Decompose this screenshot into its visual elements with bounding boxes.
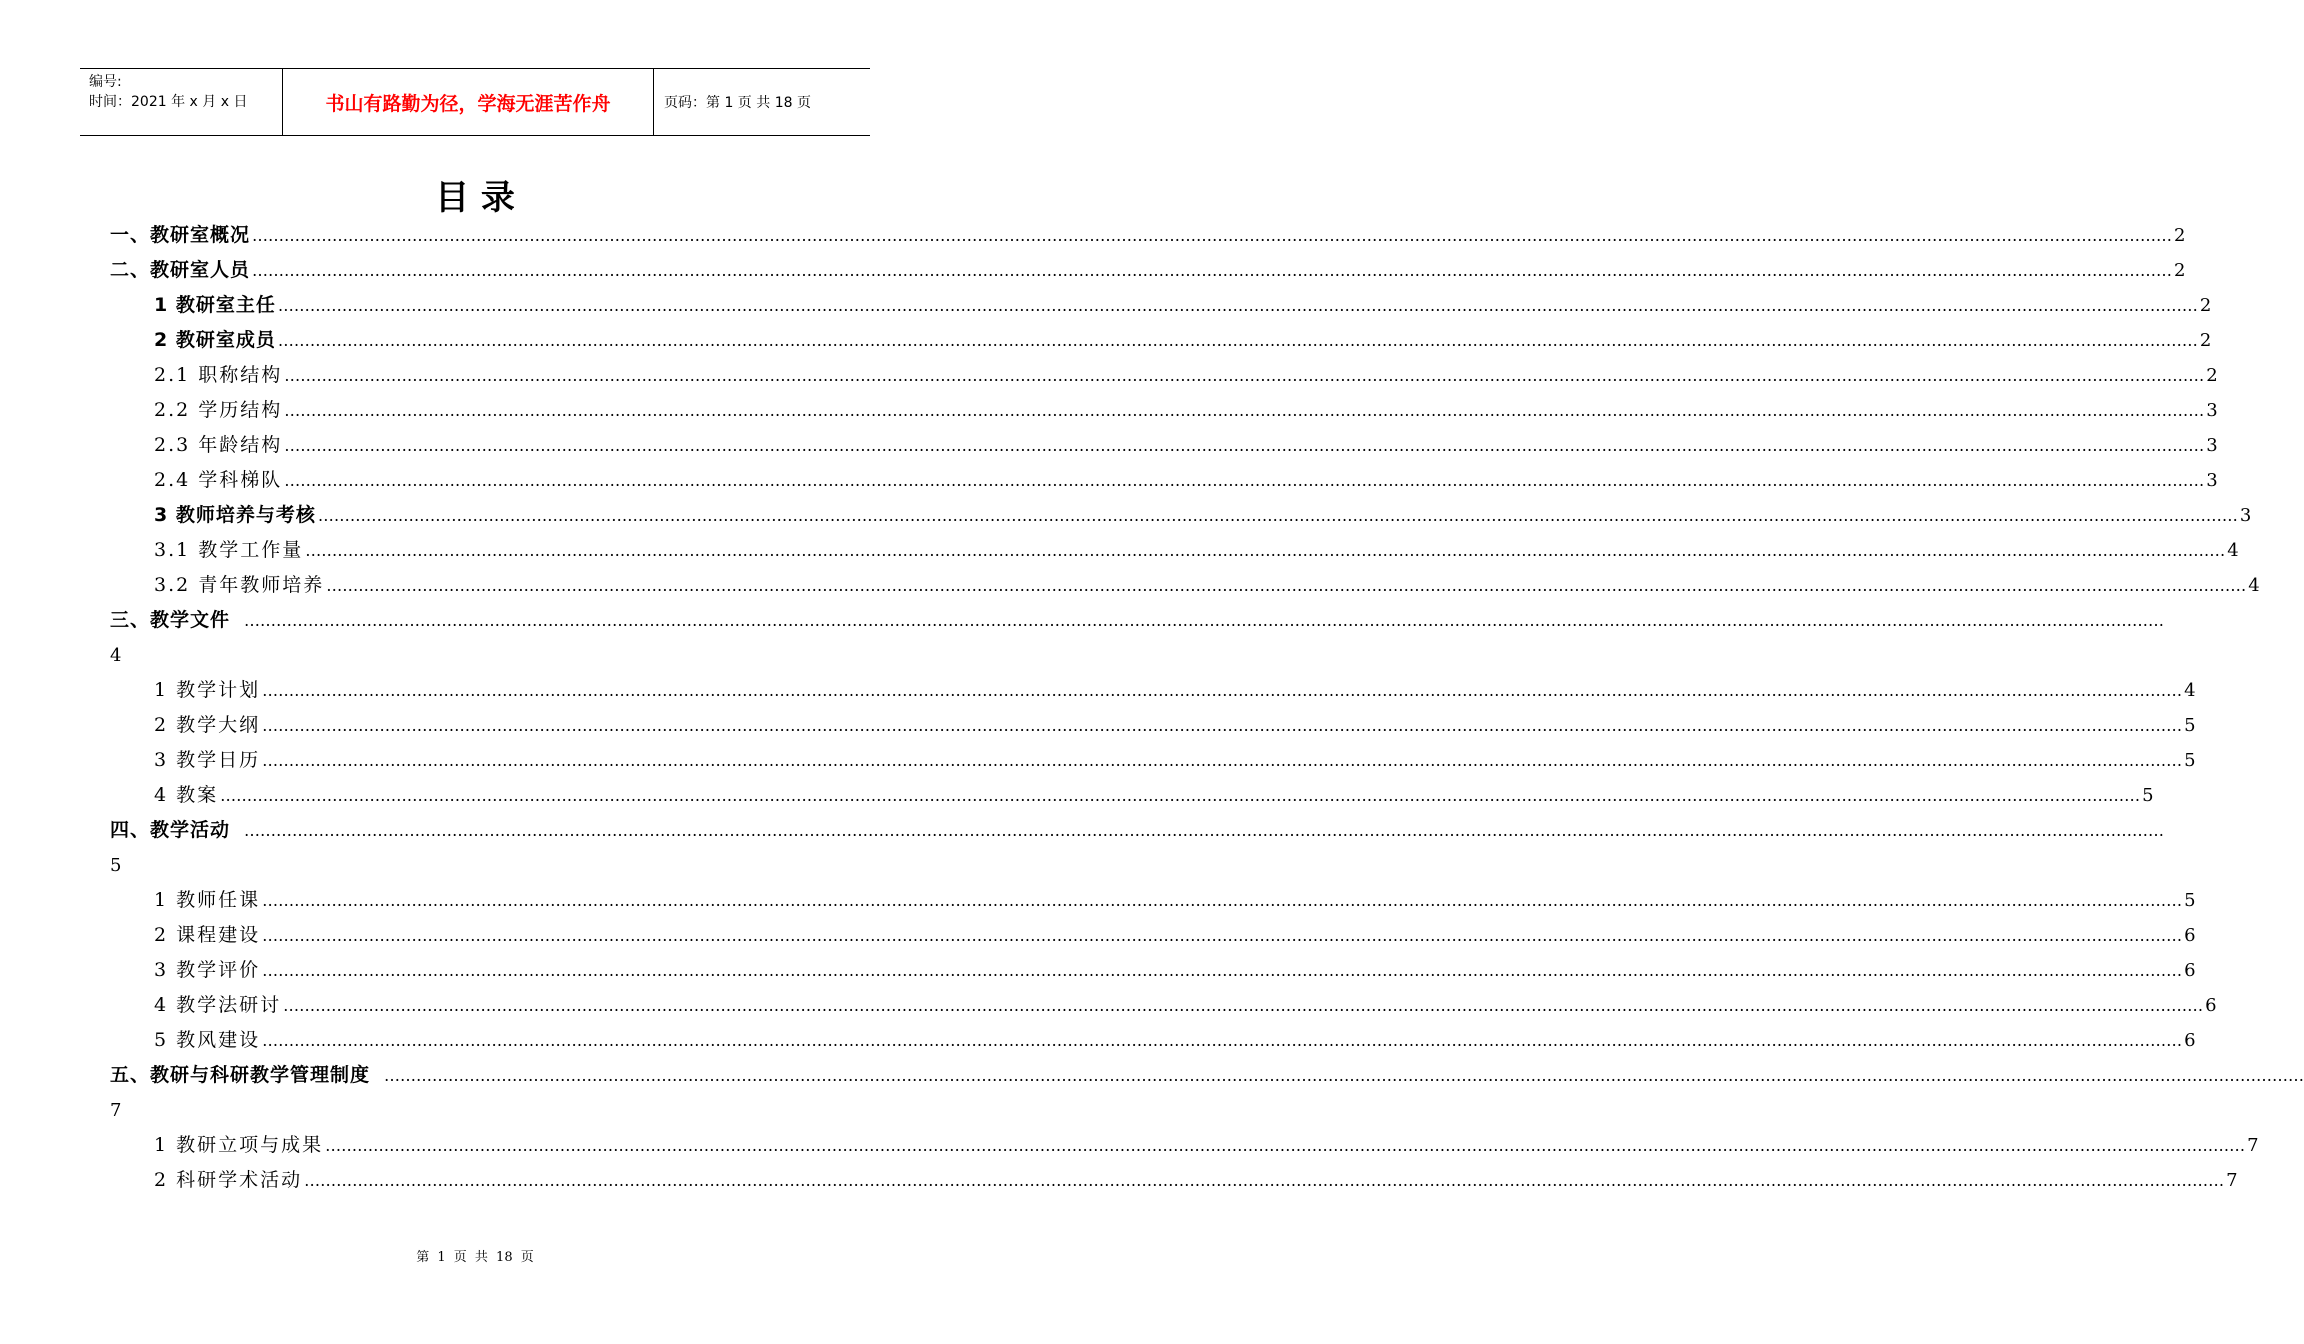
toc-entry-page: 3 bbox=[2206, 400, 2218, 421]
toc-entry-label: 三、教学文件 bbox=[110, 609, 231, 631]
toc-entry-label: 2 教学大纲 bbox=[154, 714, 261, 736]
toc-leader-dots: ……………………………………………………………………………………………………………………………………………………………………………………………………………………………………………………………………………………………………………………………… bbox=[305, 541, 2226, 560]
toc-entry-label: 3.2 青年教师培养 bbox=[154, 574, 325, 596]
toc-entry-page: 3 bbox=[2206, 470, 2218, 491]
toc-entry[interactable] bbox=[110, 1058, 2304, 1093]
toc-entry-page: 2 bbox=[2206, 365, 2218, 386]
toc-entry[interactable] bbox=[110, 1163, 2238, 1198]
toc-entry-label: 五、教研与科研教学管理制度 bbox=[110, 1064, 371, 1086]
toc-entry-label: 四、教学活动 bbox=[110, 819, 231, 841]
toc-leader-dots: ……………………………………………………………………………………………………………………………………………………………………………………………………………………………………………………………………………………………………………………………… bbox=[262, 926, 2183, 945]
header-meta bbox=[80, 69, 282, 135]
toc-entry-label: 5 教风建设 bbox=[154, 1029, 261, 1051]
toc-entry-label: 3 教学日历 bbox=[154, 749, 261, 771]
toc-entry-page: 5 bbox=[110, 855, 122, 876]
toc-entry-page: 2 bbox=[2174, 225, 2186, 246]
toc-entry-page: 7 bbox=[2247, 1135, 2259, 1156]
toc-leader-dots: ……………………………………………………………………………………………………………………………………………………………………………………………………………………………………………………………………………………………………………………………… bbox=[283, 996, 2204, 1015]
toc-entry-page: 5 bbox=[2184, 890, 2196, 911]
toc-leader-dots: ……………………………………………………………………………………………………………………………………………………………………………………………………………………………………………………………………………………………………………………………… bbox=[244, 821, 2165, 840]
toc-entry-label: 1 教师任课 bbox=[154, 889, 261, 911]
toc-leader-dots: ……………………………………………………………………………………………………………………………………………………………………………………………………………………………………………………………………………………………………………………………… bbox=[284, 401, 2205, 420]
toc-entry-label: 2.4 学科梯队 bbox=[154, 469, 283, 491]
toc-entry-page: 5 bbox=[2184, 750, 2196, 771]
toc-entry[interactable] bbox=[110, 1023, 2196, 1058]
toc-entry[interactable] bbox=[110, 358, 2218, 393]
toc-entry-label: 2 教研室成员 bbox=[154, 329, 276, 351]
toc-entry-page: 7 bbox=[2226, 1170, 2238, 1191]
toc-entry-page: 6 bbox=[2184, 925, 2196, 946]
toc-entry-page: 4 bbox=[2248, 575, 2260, 596]
toc-entry-label: 2 课程建设 bbox=[154, 924, 261, 946]
toc-entry-page: 2 bbox=[2174, 260, 2186, 281]
toc-leader-dots: ……………………………………………………………………………………………………………………………………………………………………………………………………………………………………………………………………………………………………………………………… bbox=[317, 506, 2238, 525]
toc-entry-label: 1 教研室主任 bbox=[154, 294, 276, 316]
toc-entry-label: 2.2 学历结构 bbox=[154, 399, 283, 421]
toc-leader-dots: ……………………………………………………………………………………………………………………………………………………………………………………………………………………………………………………………………………………………………………………………… bbox=[284, 471, 2205, 490]
toc-entry[interactable] bbox=[110, 533, 2239, 568]
page-footer: 第 1 页 共 18 页 bbox=[416, 1250, 534, 1265]
toc-entry-page: 5 bbox=[2184, 715, 2196, 736]
toc-entry-label: 4 教案 bbox=[154, 784, 219, 806]
toc-entry[interactable] bbox=[110, 953, 2196, 988]
toc-leader-dots: ……………………………………………………………………………………………………………………………………………………………………………………………………………………………………………………………………………………………………………………………… bbox=[304, 1171, 2225, 1190]
toc-entry-label: 二、教研室人员 bbox=[110, 259, 251, 281]
toc-entry-label: 2.1 职称结构 bbox=[154, 364, 283, 386]
toc-entry[interactable] bbox=[110, 743, 2196, 778]
toc-leader-dots: ……………………………………………………………………………………………………………………………………………………………………………………………………………………………………………………………………………………………………………………………… bbox=[326, 576, 2247, 595]
toc-entry[interactable] bbox=[110, 288, 2212, 323]
toc-entry-label: 2 科研学术活动 bbox=[154, 1169, 303, 1191]
toc-entry[interactable] bbox=[110, 463, 2218, 498]
toc-entry-label: 3 教师培养与考核 bbox=[154, 504, 316, 526]
toc-entry-page: 2 bbox=[2199, 295, 2212, 316]
toc-entry[interactable] bbox=[110, 918, 2196, 953]
toc-leader-dots: ……………………………………………………………………………………………………………………………………………………………………………………………………………………………………………………………………………………………………………………………… bbox=[262, 716, 2183, 735]
toc-entry-page: 2 bbox=[2199, 330, 2212, 351]
page-title: 目 录 bbox=[435, 178, 515, 218]
toc-entry-page: 3 bbox=[2239, 505, 2252, 526]
toc-leader-dots: ……………………………………………………………………………………………………………………………………………………………………………………………………………………………………………………………………………………………………………………………… bbox=[284, 366, 2205, 385]
serial-label: 编号: bbox=[89, 74, 122, 90]
header-page-info: 页码：第 1 页 共 18 页 bbox=[664, 95, 811, 111]
toc-leader-dots: ……………………………………………………………………………………………………………………………………………………………………………………………………………………………………………………………………………………………………………………………… bbox=[252, 226, 2173, 245]
page-header bbox=[80, 68, 870, 136]
toc-entry[interactable] bbox=[110, 498, 2252, 533]
toc-leader-dots: ……………………………………………………………………………………………………………………………………………………………………………………………………………………………………………………………………………………………………………………………… bbox=[262, 1031, 2183, 1050]
toc-entry[interactable] bbox=[110, 673, 2196, 708]
toc-leader-dots: ……………………………………………………………………………………………………………………………………………………………………………………………………………………………………………………………………………………………………………………………… bbox=[262, 891, 2183, 910]
toc-entry-page: 7 bbox=[110, 1100, 122, 1121]
toc-entry-page: 4 bbox=[2227, 540, 2239, 561]
toc-entry-label: 2.3 年龄结构 bbox=[154, 434, 283, 456]
toc-entry[interactable] bbox=[110, 323, 2212, 358]
toc-leader-dots: ……………………………………………………………………………………………………………………………………………………………………………………………………………………………………………………………………………………………………………………………… bbox=[262, 961, 2183, 980]
toc-entry[interactable] bbox=[110, 603, 2165, 638]
toc-entry[interactable] bbox=[110, 253, 2186, 288]
toc-leader-dots: ……………………………………………………………………………………………………………………………………………………………………………………………………………………………………………………………………………………………………………………………… bbox=[262, 681, 2183, 700]
toc-entry-page: 5 bbox=[2142, 785, 2154, 806]
toc-entry-page: 3 bbox=[2206, 435, 2218, 456]
toc-entry[interactable] bbox=[110, 708, 2196, 743]
toc-leader-dots: ……………………………………………………………………………………………………………………………………………………………………………………………………………………………………………………………………………………………………………………………… bbox=[220, 786, 2141, 805]
toc-leader-dots: ……………………………………………………………………………………………………………………………………………………………………………………………………………………………………………………………………………………………………………………………… bbox=[325, 1136, 2246, 1155]
header-motto: 书山有路勤为径，学海无涯苦作舟 bbox=[282, 69, 654, 135]
toc-leader-dots: ……………………………………………………………………………………………………………………………………………………………………………………………………………………………………………………………………………………………………………………………… bbox=[384, 1066, 2304, 1085]
toc-entry-page: 4 bbox=[110, 645, 122, 666]
toc-entry-label: 一、教研室概况 bbox=[110, 224, 251, 246]
toc-leader-dots: ……………………………………………………………………………………………………………………………………………………………………………………………………………………………………………………………………………………………………………………………… bbox=[277, 296, 2198, 315]
time-label: 时间：2021 年 x 月 x 日 bbox=[89, 94, 248, 110]
toc-entry-page: 6 bbox=[2205, 995, 2217, 1016]
toc-entry-label: 4 教学法研讨 bbox=[154, 994, 282, 1016]
toc-entry[interactable] bbox=[110, 393, 2218, 428]
toc-entry-page: 4 bbox=[2184, 680, 2196, 701]
toc-entry-label: 1 教研立项与成果 bbox=[154, 1134, 324, 1156]
toc-entry[interactable] bbox=[110, 218, 2186, 253]
toc-entry-label: 3 教学评价 bbox=[154, 959, 261, 981]
toc-entry[interactable] bbox=[110, 428, 2218, 463]
table-of-contents bbox=[110, 218, 2304, 1198]
toc-entry-page: 6 bbox=[2184, 960, 2196, 981]
toc-entry[interactable] bbox=[110, 883, 2196, 918]
toc-entry[interactable] bbox=[110, 813, 2165, 848]
toc-leader-dots: ……………………………………………………………………………………………………………………………………………………………………………………………………………………………………………………………………………………………………………………………… bbox=[284, 436, 2205, 455]
toc-leader-dots: ……………………………………………………………………………………………………………………………………………………………………………………………………………………………………………………………………………………………………………………………… bbox=[244, 611, 2165, 630]
toc-leader-dots: ……………………………………………………………………………………………………………………………………………………………………………………………………………………………………………………………………………………………………………………………… bbox=[277, 331, 2198, 350]
toc-entry[interactable] bbox=[110, 988, 2217, 1023]
toc-entry-label: 3.1 教学工作量 bbox=[154, 539, 304, 561]
toc-entry[interactable] bbox=[110, 568, 2260, 603]
toc-entry[interactable] bbox=[110, 778, 2154, 813]
toc-entry[interactable] bbox=[110, 1128, 2259, 1163]
toc-leader-dots: ……………………………………………………………………………………………………………………………………………………………………………………………………………………………………………………………………………………………………………………………… bbox=[252, 261, 2173, 280]
toc-entry-label: 1 教学计划 bbox=[154, 679, 261, 701]
toc-leader-dots: ……………………………………………………………………………………………………………………………………………………………………………………………………………………………………………………………………………………………………………………………… bbox=[262, 751, 2183, 770]
toc-entry-page: 6 bbox=[2184, 1030, 2196, 1051]
